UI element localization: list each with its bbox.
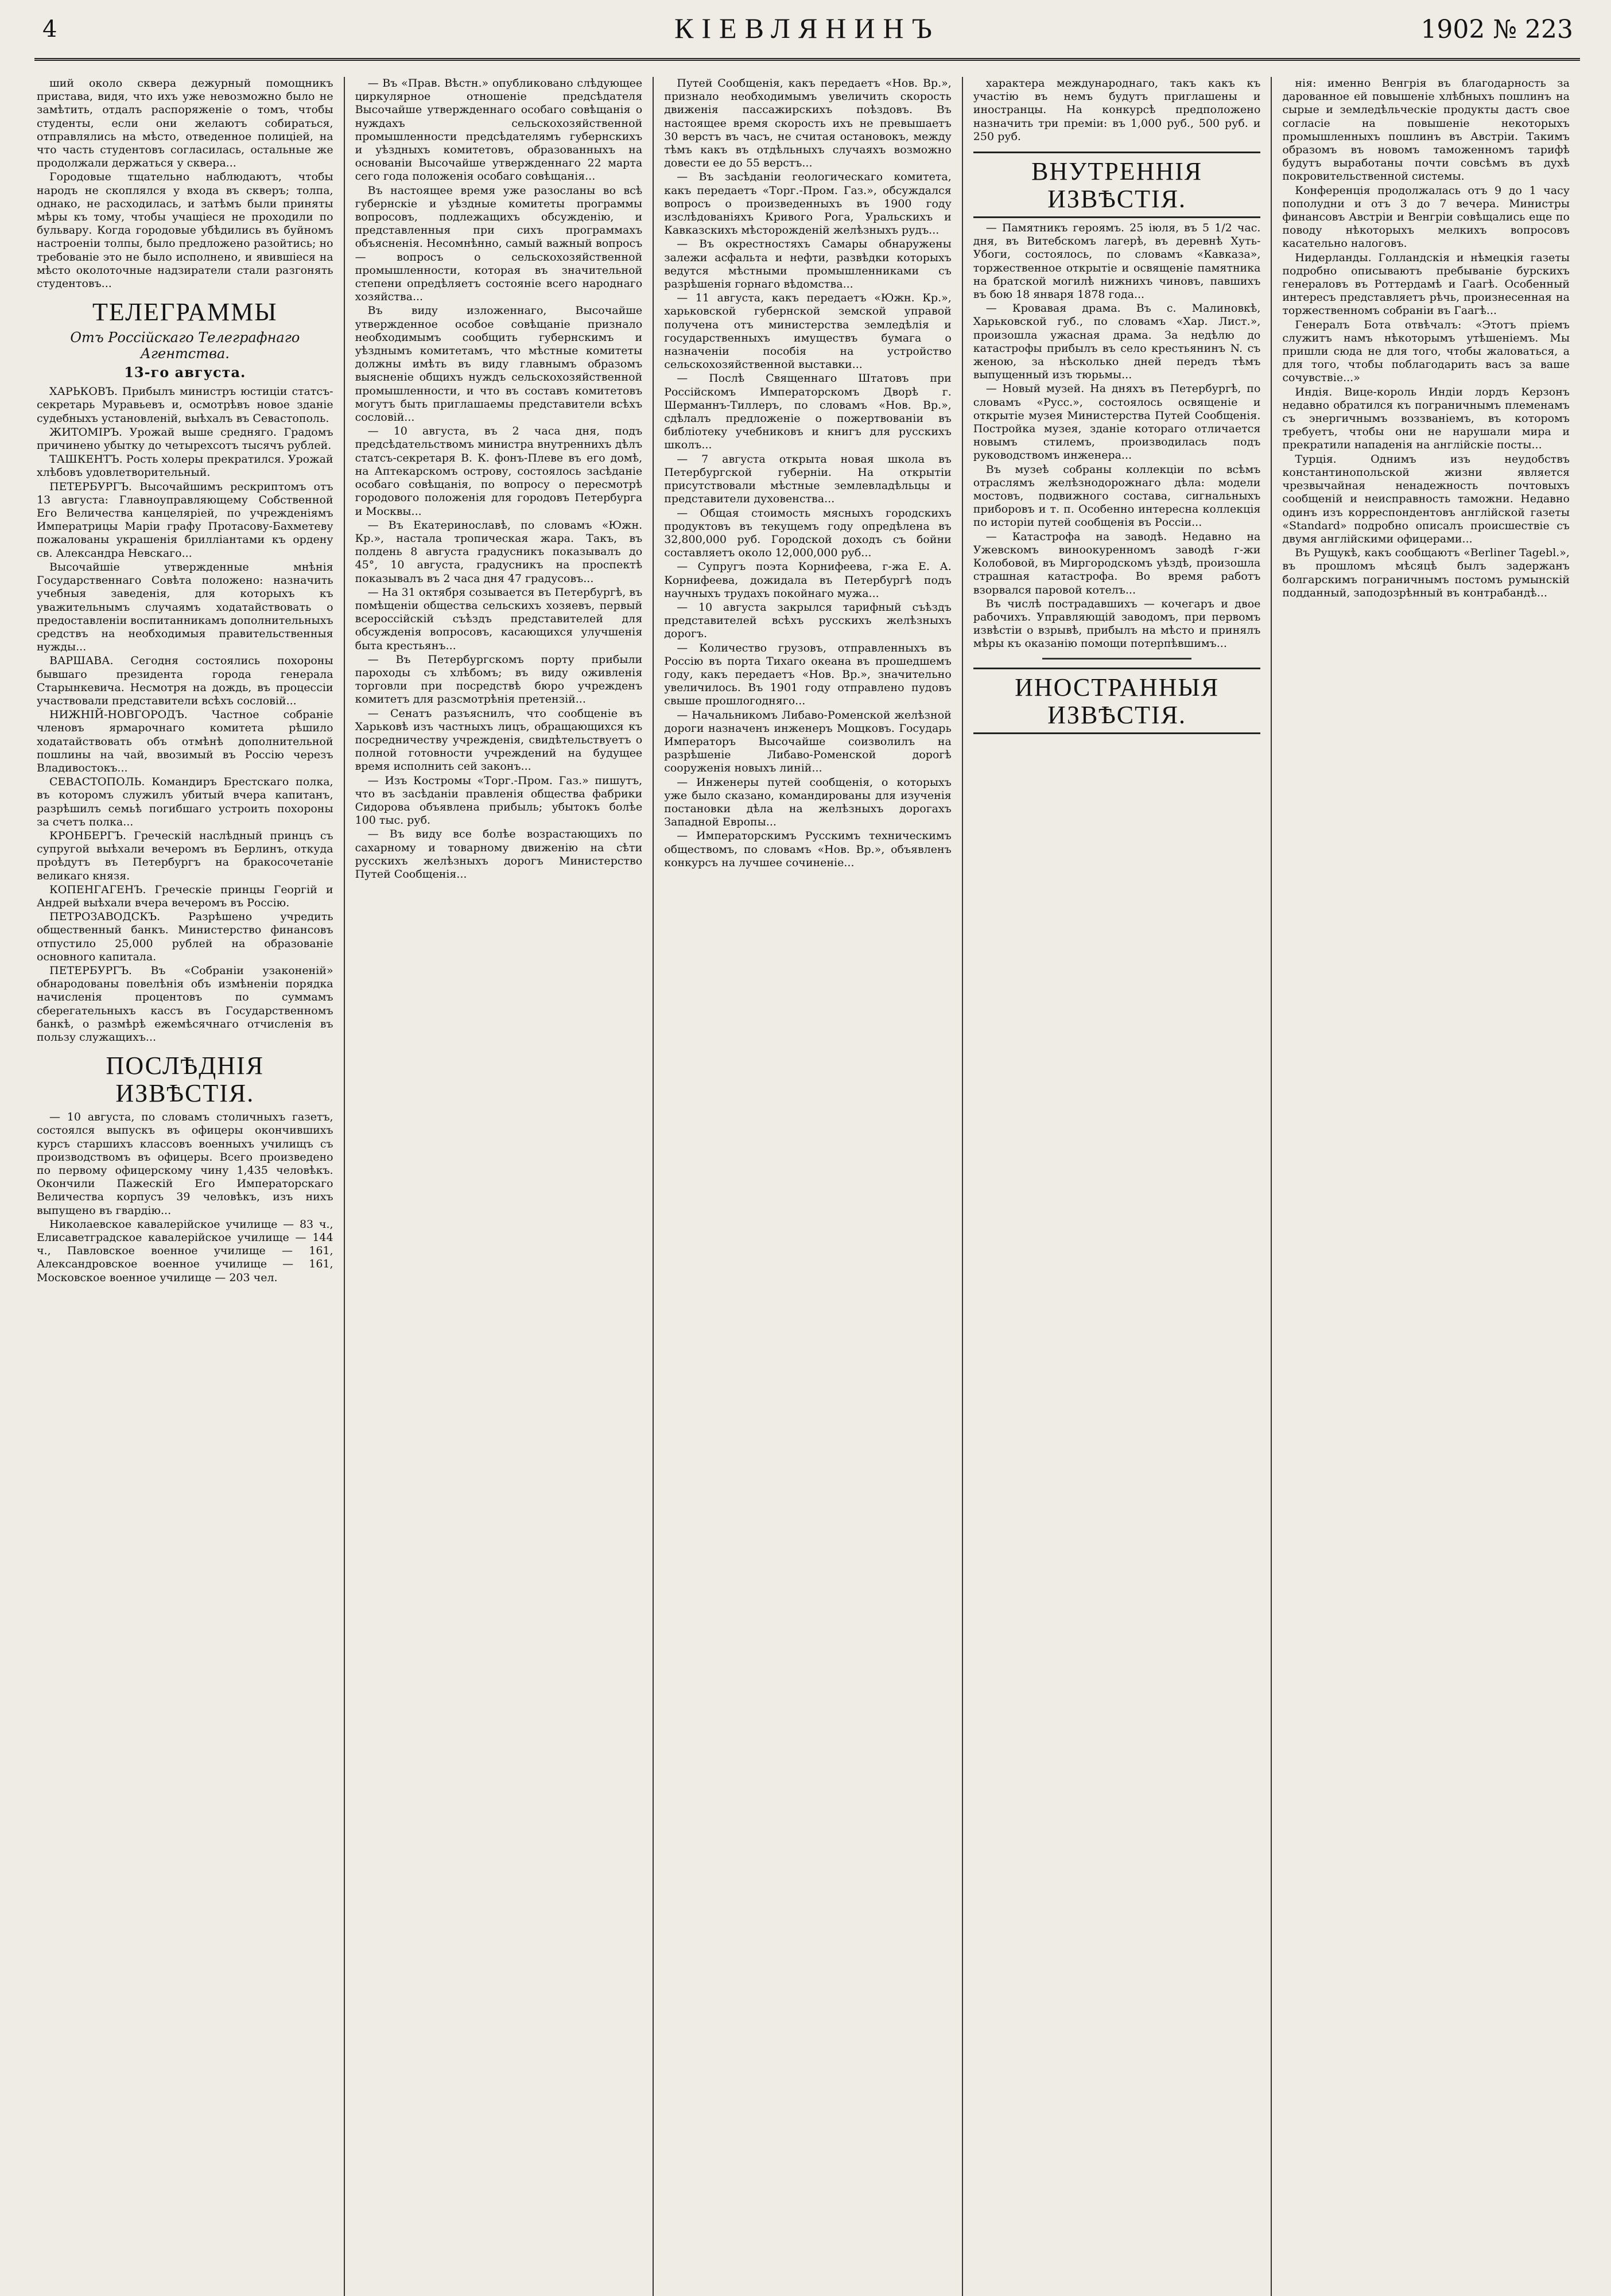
article-paragraph: — 11 августа, какъ передаетъ «Южн. Кр.», харьковской губернской земской управой получена отъ министерства земледѣлія и государственныхъ имуществъ бумага о назначеніи пособія на устройство сельскохозяйственной выставки... xyxy=(664,292,952,371)
article-paragraph: — Начальникомъ Либаво-Роменской желѣзной дороги назначенъ инженеръ Мощковъ. Государь Императоръ Высочайше соизволилъ на разрѣшеніе Либаво-Роменской дорогѣ сооруженія новыхъ линій... xyxy=(664,708,952,775)
article-paragraph: Путей Сообщенія, какъ передаетъ «Нов. Вр.», признало необходимымъ увеличить скорость движенія пассажирскихъ поѣздовъ. Въ настоящее время скорость ихъ не превышаетъ 30 верстъ въ часъ, не считая остановокъ, между тѣмъ какъ въ отдѣльныхъ случаяхъ возможно довести ее до 55 верстъ... xyxy=(664,77,952,170)
article-paragraph: — Общая стоимость мясныхъ городскихъ продуктовъ въ текущемъ году опредѣлена въ 32,800,000 руб. Городской доходъ съ бойни составляетъ около 12,000,000 руб... xyxy=(664,506,952,560)
masthead xyxy=(34,10,1580,61)
article-paragraph: — Изъ Костромы «Торг.-Пром. Газ.» пишутъ, что въ засѣданіи правленія общества фабрики Сидорова объявлена прибыль; убытокъ болѣе 100 тыс. руб. xyxy=(355,774,643,827)
article-paragraph: ПЕТЕРБУРГЪ. Высочайшимъ рескриптомъ отъ 13 августа: Главноуправляющему Собственной Его Величества канцеляріей, по учрежденіямъ Императрицы Маріи графу Протасову-Бахметеву пожалованы украшенія брилліантами къ ордену св. Александра Невскаго... xyxy=(37,480,333,560)
column-4 xyxy=(962,77,1271,2296)
article-paragraph: — Инженеры путей сообщенія, о которыхъ уже было сказано, командированы для изученія постановки дѣла на желѣзныхъ дорогахъ Западной Европы... xyxy=(664,775,952,829)
newspaper-page xyxy=(0,10,1611,2296)
article-paragraph: — Въ Петербургскомъ порту прибыли пароходы съ хлѣбомъ; въ виду оживленія торговли при посредствѣ бюро учрежденъ комитетъ для разсмотрѣнія претензій... xyxy=(355,653,643,706)
column-5 xyxy=(1271,77,1580,2296)
article-paragraph: Въ настоящее время уже разосланы во всѣ губернскіе и уѣздные комитеты программы вопросовъ, подлежащихъ обсужденію, и представленныя при сихъ программахъ объясненія. Несомнѣнно, самый важный вопросъ — вопросъ о сельскохозяйственной промышленности, которая въ значительной степени опредѣляетъ состояніе всего народнаго хозяйства... xyxy=(355,184,643,304)
column-2 xyxy=(344,77,653,2296)
article-paragraph: Въ Рущукѣ, какъ сообщаютъ «Berliner Tagebl.», въ прошломъ мѣсяцѣ былъ задержанъ болгарскимъ пограничнымъ постомъ румынскій подданный, заподозрѣнный въ контрабандѣ... xyxy=(1282,546,1570,599)
column-4-content xyxy=(973,77,1261,651)
article-paragraph: Генералъ Бота отвѣчалъ: «Этотъ пріемъ служитъ намъ нѣкоторымъ утѣшеніемъ. Мы пришли сюда не для того, чтобы жаловаться, а для того, чтобы поблагодарить васъ за ваше сочувствіе...» xyxy=(1282,318,1570,385)
article-paragraph: ПЕТЕРБУРГЪ. Въ «Собраніи узаконеній» обнародованы повелѣнія объ измѣненіи порядка начисленія процентовъ по суммамъ сберегательныхъ кассъ въ Государственномъ банкѣ, о размѣрѣ ежемѣсячнаго отчисленія въ пользу служащихъ... xyxy=(37,964,333,1044)
article-paragraph: характера международнаго, такъ какъ къ участію въ немъ будутъ приглашены и иностранцы. На конкурсѣ предположено назначить три преміи: въ 1,000 руб., 500 руб. и 250 руб. xyxy=(973,77,1261,143)
section-divider xyxy=(1042,658,1192,660)
article-paragraph: Конференція продолжалась отъ 9 до 1 часу пополудни и отъ 3 до 7 вечера. Министры финансовъ Австріи и Венгріи совѣщались еще по поводу нѣкоторыхъ мелкихъ вопросовъ касательно налоговъ. xyxy=(1282,184,1570,250)
article-paragraph: — Кровавая драма. Въ с. Малиновкѣ, Харьковской губ., по словамъ «Хар. Лист.», произошла ужасная драма. За недѣлю до катастрофы прибылъ въ село крестьянинъ N. съ женою, за нѣсколько дней передъ тѣмъ выпущенный изъ тюрьмы... xyxy=(973,302,1261,382)
article-paragraph: Индія. Вице-король Индіи лордъ Керзонъ недавно обратился къ пограничнымъ племенамъ съ энергичнымъ воззваніемъ, въ которомъ требуетъ, чтобы они не нарушали мира и прекратили нападенія на англійскіе посты... xyxy=(1282,385,1570,452)
article-paragraph: Въ числѣ пострадавшихъ — кочегаръ и двое рабочихъ. Управляющій заводомъ, при первомъ извѣстіи о взрывѣ, прибылъ на мѣсто и принялъ мѣры къ оказанію помощи потерпѣвшимъ... xyxy=(973,597,1261,650)
article-paragraph: Въ музеѣ собраны коллекціи по всѣмъ отраслямъ желѣзнодорожнаго дѣла: модели мостовъ, подвижного состава, сигнальныхъ приборовъ и т. п. Особенно интересна коллекція по исторіи путей сообщенія въ Россіи... xyxy=(973,463,1261,529)
article-paragraph: — Въ окрестностяхъ Самары обнаружены залежи асфальта и нефти, развѣдки которыхъ ведутся мѣстными промышленниками съ разрѣшенія горнаго вѣдомства... xyxy=(664,238,952,291)
article-paragraph: ХАРЬКОВЪ. Прибылъ министръ юстиціи статсъ-секретарь Муравьевъ и, осмотрѣвъ новое зданіе судебныхъ установленій, выѣхалъ въ Севастополь. xyxy=(37,385,333,425)
article-paragraph: ЖИТОМІРЪ. Урожай выше средняго. Градомъ причинено убытку до четырехсотъ тысячъ рублей. xyxy=(37,425,333,452)
article-paragraph: КОПЕНГАГЕНЪ. Греческіе принцы Георгій и Андрей выѣхали вчера вечеромъ въ Россію. xyxy=(37,883,333,909)
article-paragraph: — Памятникъ героямъ. 25 іюля, въ 5 1/2 час. дня, въ Витебскомъ лагерѣ, въ деревнѣ Хуть-Убоги, состоялось, по словамъ «Кавказа», торжественное открытіе и освященіе памятника на братской могилѣ нижнихъ чиновъ, павшихъ въ бою 18 января 1878 года... xyxy=(973,222,1261,301)
article-paragraph: — На 31 октября созывается въ Петербургѣ, въ помѣщеніи общества сельскихъ хозяевъ, первый всероссійскій съѣздъ представителей для обсужденія вопросовъ, касающихся улучшенія быта крестьянъ... xyxy=(355,585,643,652)
article-paragraph: — Количество грузовъ, отправленныхъ въ Россію въ порта Тихаго океана въ прошедшемъ году, какъ передаетъ «Нов. Вр.», значительно увеличилось. Въ 1901 году отправлено пудовъ свыше прошлогодняго... xyxy=(664,641,952,708)
article-paragraph: НИЖНІЙ-НОВГОРОДЪ. Частное собраніе членовъ ярмарочнаго комитета рѣшило ходатайствовать объ отмѣнѣ дополнительной пошлины на чай, ввозимый въ Россію черезъ Владивостокъ... xyxy=(37,708,333,774)
section-heading: ТЕЛЕГРАММЫ xyxy=(92,298,278,327)
article-paragraph: ТАШКЕНТЪ. Рость холеры прекратился. Урожай хлѣбовъ удовлетворительный. xyxy=(37,453,333,479)
article-paragraph: Нидерланды. Голландскія и нѣмецкія газеты подробно описываютъ пребываніе бурскихъ генераловъ въ Роттердамѣ и Гаагѣ. Особенный интересъ представляетъ рѣчь, произнесенная на торжественномъ собраніи въ Гаагѣ... xyxy=(1282,251,1570,317)
article-paragraph: — Въ Екатеринославѣ, по словамъ «Южн. Кр.», настала тропическая жара. Такъ, въ полдень 8 августа градусникъ показывалъ до 45°, 10 августа, градусникъ на проспектѣ показывалъ въ 2 часа дня 47 градусовъ... xyxy=(355,518,643,585)
article-paragraph: — Императорскимъ Русскимъ техническимъ обществомъ, по словамъ «Нов. Вр.», объявленъ конкурсъ на лучшее сочиненіе... xyxy=(664,829,952,869)
article-paragraph: — Новый музей. На дняхъ въ Петербургѣ, по словамъ «Русс.», состоялось освященіе и открытіе музея Министерства Путей Сообщенія. Постройка музея, зданіе котораго отличается новымъ стилемъ, производилась подъ руководствомъ инженера... xyxy=(973,382,1261,462)
column-3 xyxy=(653,77,962,2296)
issue-info: 1902 № 223 xyxy=(1420,15,1573,44)
article-paragraph: — Въ засѣданіи геологическаго комитета, какъ передаетъ «Торг.-Пром. Газ.», обсуждался вопросъ о произведенныхъ въ 1900 году изслѣдованіяхъ Кривого Рога, Уральскихъ и Кавказскихъ мѣсторожденій желѣзныхъ рудъ... xyxy=(664,170,952,237)
article-paragraph: — 10 августа, въ 2 часа дня, подъ предсѣдательствомъ министра внутреннихъ дѣлъ статсъ-секретаря В. К. фонъ-Плеве въ его домѣ, на Аптекарскомъ острову, состоялось засѣданіе особаго совѣщанія, по вопросу о пересмотрѣ городового положенія для городовъ Петербурга и Москвы... xyxy=(355,425,643,518)
article-paragraph: Николаевское кавалерійское училище — 83 ч., Елисаветградское кавалерійское училище — 144 ч., Павловское военное училище — 161, Александровское военное училище — 161, Московское военное училище — 203 чел. xyxy=(37,1217,333,1284)
article-paragraph: Въ виду изложеннаго, Высочайше утвержденное особое совѣщаніе признало необходимымъ сообщить губернскимъ и уѣзднымъ комитетамъ, что мѣстные комитеты должны имѣть въ виду главнымъ образомъ выясненіе общихъ нуждъ сельскохозяйственной промышленности, и что въ составъ комитетовъ могутъ быть приглашаемы представители всѣхъ сословій... xyxy=(355,304,643,424)
section-heading: ВНУТРЕННІЯ ИЗВѢСТІЯ. xyxy=(973,152,1261,218)
article-paragraph: Турція. Однимъ изъ неудобствъ константинопольской жизни является чрезвычайная ненадежность почтовыхъ сообщеній и неисправность таможни. Недавно одинъ изъ корреспондентовъ англійской газеты «Standard» подробно описалъ происшествіе съ двумя англійскими офицерами... xyxy=(1282,452,1570,545)
article-paragraph: КРОНБЕРГЪ. Греческій наслѣдный принцъ съ супругой выѣхали вечеромъ въ Берлинъ, откуда проѣдутъ въ Петербургъ на бракосочетаніе великаго князя. xyxy=(37,829,333,882)
article-paragraph: — 7 августа открыта новая школа въ Петербургской губерніи. На открытіи присутствовали мѣстные землевладѣльцы и представители духовенства... xyxy=(664,452,952,506)
article-paragraph: — Катастрофа на заводѣ. Недавно на Ужевскомъ виноокуренномъ заводѣ г-жи Колобовой, въ Миргородскомъ уѣздѣ, произошла страшная катастрофа. Во время работъ взорвался паровой котелъ... xyxy=(973,530,1261,596)
article-paragraph: — Въ «Прав. Вѣстн.» опубликовано слѣдующее циркулярное отношеніе предсѣдателя Высочайше утвержденнаго особаго совѣщанія о нуждахъ сельскохозяйственной промышленности предсѣдателямъ губернскихъ и уѣздныхъ комитетовъ, образованныхъ на основаніи Высочайше утвержденнаго 22 марта сего года положенія особаго совѣщанія... xyxy=(355,77,643,183)
article-paragraph: Высочайшіе утвержденные мнѣнія Государственнаго Совѣта положено: назначить учебныя заведенія, для которыхъ къ уважительнымъ случаямъ ходатайствовать о предоставленіи воспитанникамъ дополнительныхъ средствъ на необходимыя правительственныя нужды... xyxy=(37,560,333,654)
article-paragraph: — 10 августа, по словамъ столичныхъ газетъ, состоялся выпускъ въ офицеры окончившихъ курсъ старшихъ классовъ военныхъ училищъ съ производствомъ въ офицеры. Всего произведено по первому офицерскому чину 1,435 человѣкъ. Окончили Пажескій Его Императорскаго Величества корпусъ 39 человѣкъ, изъ нихъ выпущено въ гвардію... xyxy=(37,1111,333,1217)
column-1 xyxy=(34,77,344,2296)
article-paragraph: ПЕТРОЗАВОДСКЪ. Разрѣшено учредить общественный банкъ. Министерство финансовъ отпустило 25,000 рублей на образованіе основного капитала. xyxy=(37,910,333,963)
article-paragraph: СЕВАСТОПОЛЬ. Командиръ Брестскаго полка, въ которомъ служилъ убитый вчера капитанъ, разрѣшилъ семьѣ погибшаго устроить похороны за счетъ полка... xyxy=(37,775,333,828)
foreign-news-heading: ИНОСТРАННЫЯ ИЗВѢСТІЯ. xyxy=(973,668,1261,734)
article-paragraph: — 10 августа закрылся тарифный съѣздъ представителей всѣхъ русскихъ желѣзныхъ дорогъ. xyxy=(664,600,952,641)
article-paragraph: — Сенатъ разъяснилъ, что сообщеніе въ Харьковѣ изъ частныхъ лицъ, обращающихся къ посредничеству учрежденія, свидѣтельствуетъ о полной готовности учреждений на будущее время исполнить сей законъ... xyxy=(355,707,643,773)
article-paragraph: ший около сквера дежурный помощникъ пристава, видя, что ихъ уже невозможно было не замѣтить, отдалъ распоряженіе о томъ, чтобы студенты, если они желаютъ собираться, отправлялись на мѣсто, отведенное полиціей, на что часть студентовъ согласилась, остальные же продолжали держаться у сквера... xyxy=(37,77,333,170)
newspaper-title: КІЕВЛЯНИНЪ xyxy=(674,12,940,44)
article-paragraph: — Въ виду все болѣе возрастающихъ по сахарному и товарному движенію на сѣти русскихъ желѣзныхъ дорогъ Министерство Путей Сообщенія... xyxy=(355,828,643,881)
article-columns xyxy=(34,77,1580,2296)
article-paragraph: ВАРШАВА. Сегодня состоялись похороны бывшаго президента города генерала Старынкевича. Несмотря на дождь, въ процессіи участвовали представители всѣхъ сословій... xyxy=(37,654,333,707)
telegram-date: 13-го августа. xyxy=(124,364,246,381)
article-paragraph: — Супругъ поэта Корнифеева, г-жа Е. А. Корнифеева, дожидала въ Петербургѣ подъ научныхъ трудахъ покойнаго мужа... xyxy=(664,560,952,600)
article-paragraph: нія: именно Венгрія въ благодарность за дарованное ей повышеніе хлѣбныхъ пошлинъ на сырые и земледѣльческіе продукты дастъ свое согласіе на повышеніе некоторыхъ промышленныхъ пошлинъ въ Австріи. Такимъ образомъ въ новомъ таможенномъ тарифѣ будутъ выработаны почти совсѣмъ въ духѣ покровительственной системы. xyxy=(1282,77,1570,183)
article-paragraph: — Послѣ Священнаго Штатовъ при Россійскомъ Императорскомъ Дворѣ г. Шерманнъ-Тиллеръ, по словамъ «Нов. Вр.», сдѣлалъ предложеніе о пожертвованіи въ библіотеку учебниковъ и книгъ для русскихъ школъ... xyxy=(664,372,952,452)
article-paragraph: Городовые тщательно наблюдаютъ, чтобы народъ не скоплялся у входа въ скверъ; толпа, однако, не расходилась, и затѣмъ были приняты мѣры къ тому, чтобы учащіеся не проходили по бульвару. Когда городовые убѣдились въ буйномъ настроеніи толпы, было предложено разойтись; но требованіе это не было исполнено, и явившіеся на мѣсто околоточные надзиратели стали разгонять студентовъ... xyxy=(37,170,333,290)
section-subheading: Отъ Россійскаго Телеграфнаго Агентства. xyxy=(70,329,300,362)
page-number: 4 xyxy=(42,16,57,42)
section-heading: ПОСЛѢДНІЯ ИЗВѢСТІЯ. xyxy=(106,1052,265,1108)
